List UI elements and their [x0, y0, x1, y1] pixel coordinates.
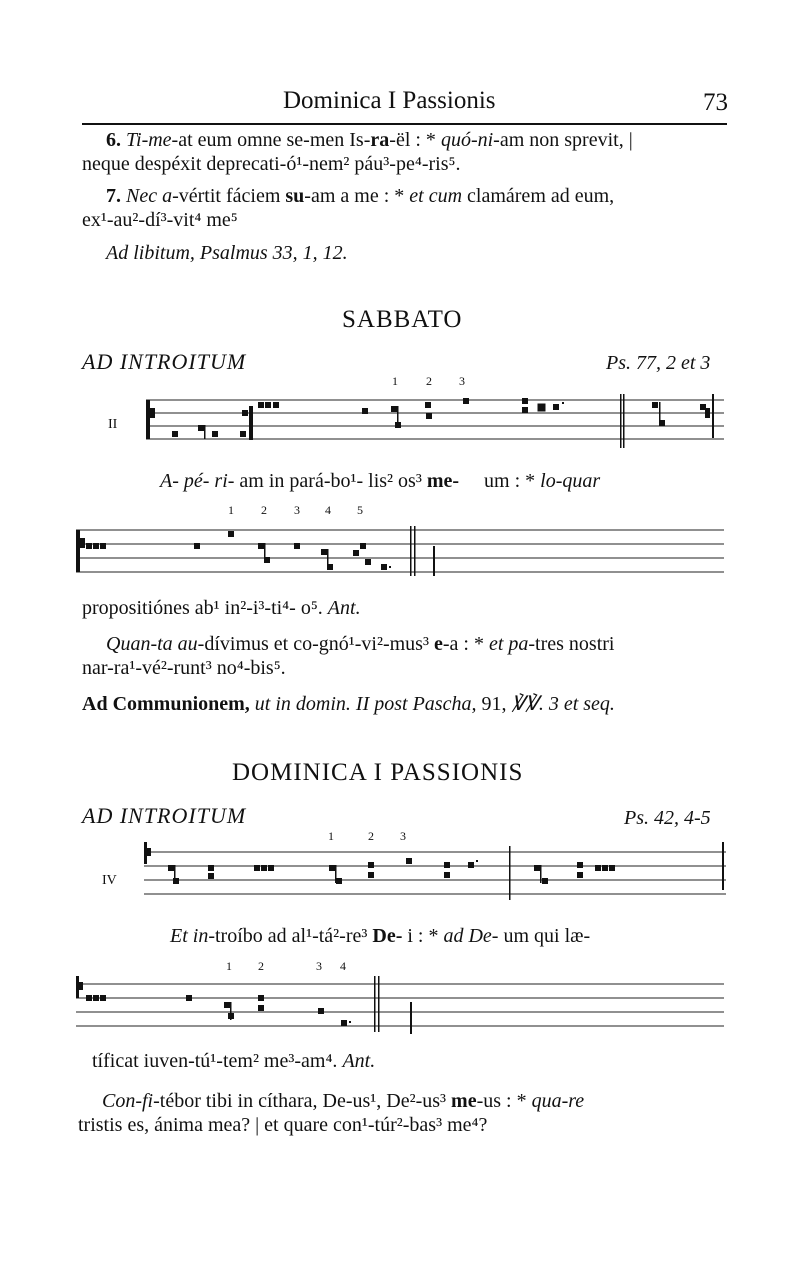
syllable-number: 3 — [459, 374, 465, 388]
verse-number: 7. — [106, 185, 121, 207]
syllable-number: 2 — [258, 959, 264, 973]
section-title-sabbato: SABBATO — [342, 306, 463, 333]
verse-line-2: tristis es, ánima mea? | et quare con¹-túr²-bas³ me⁴? — [78, 1114, 488, 1136]
syllable-number: 2 — [261, 503, 267, 517]
chant-staff — [146, 398, 726, 450]
chant-lyrics: A- pé- ri- am in pará-bo¹- lis² os³ me- um : * lo-quar — [160, 470, 601, 492]
verse-7-line-1: 7. Nec a-vértit fáciem su-am a me : * et cum clamárem ad eum, — [106, 185, 615, 207]
page-number: 73 — [703, 89, 728, 116]
chant-staff — [76, 980, 728, 1036]
verse-7-line-2: ex¹-au²-dí³-vit⁴ me⁵ — [82, 209, 238, 231]
syllable-number: 3 — [294, 503, 300, 517]
syllable-number: 1 — [226, 959, 232, 973]
verse-line-2: nar-ra¹-vé²-runt³ no⁴-bis⁵. — [82, 657, 286, 679]
syllable-number: 3 — [316, 959, 322, 973]
introit-heading: AD INTROITUM — [82, 803, 247, 828]
psalm-reference: Ps. 77, 2 et 3 — [606, 352, 711, 374]
section-title-dominica: DOMINICA I PASSIONIS — [232, 759, 524, 786]
verse-line-1: Con-fi-tébor tibi in cíthara, De-us¹, De²-us³ me-us : * qua-re — [102, 1090, 585, 1112]
syllable-number: 4 — [325, 503, 331, 517]
syllable-number: 2 — [426, 374, 432, 388]
chant-lyrics: propositiónes ab¹ in²-i³-ti⁴- o⁵. Ant. — [82, 597, 361, 619]
syllable-number: 4 — [340, 959, 346, 973]
introit-heading: AD INTROITUM — [82, 349, 247, 374]
ad-libitum-rubric: Ad libitum, Psalmus 33, 1, 12. — [106, 242, 348, 264]
communion-rubric: Ad Communionem, ut in domin. II post Pascha, 91, ℣℣. 3 et seq. — [82, 693, 615, 715]
verse-6-line-1: 6. Ti-me-at eum omne se-men Is-ra-ël : * quó-ni-am non sprevit, | — [106, 129, 633, 151]
psalm-reference: Ps. 42, 4-5 — [624, 807, 711, 829]
syllable-number: 1 — [228, 503, 234, 517]
mode-number: II — [108, 417, 118, 432]
verse-line-1: Quan-ta au-dívimus et co-gnó¹-vi²-mus³ e-a : * et pa-tres nostri — [106, 633, 615, 655]
syllable-number: 5 — [357, 503, 363, 517]
syllable-number: 2 — [368, 829, 374, 843]
chant-lyrics: tíficat iuven-tú¹-tem² me³-am⁴. Ant. — [92, 1050, 376, 1072]
header-rule — [82, 123, 727, 125]
chant-lyrics: Et in-troíbo ad al¹-tá²-re³ De- i : * ad De- um qui læ- — [170, 925, 591, 947]
syllable-number: 1 — [328, 829, 334, 843]
running-head: Dominica I Passionis — [283, 87, 496, 114]
verse-6-line-2: neque despéxit deprecati-ó¹-nem² páu³-pe⁴-ris⁵. — [82, 153, 461, 175]
mode-number: IV — [102, 873, 117, 888]
syllable-number: 3 — [400, 829, 406, 843]
verse-number: 6. — [106, 129, 121, 151]
chant-staff — [76, 528, 726, 584]
chant-staff — [144, 850, 729, 906]
syllable-number: 1 — [392, 374, 398, 388]
